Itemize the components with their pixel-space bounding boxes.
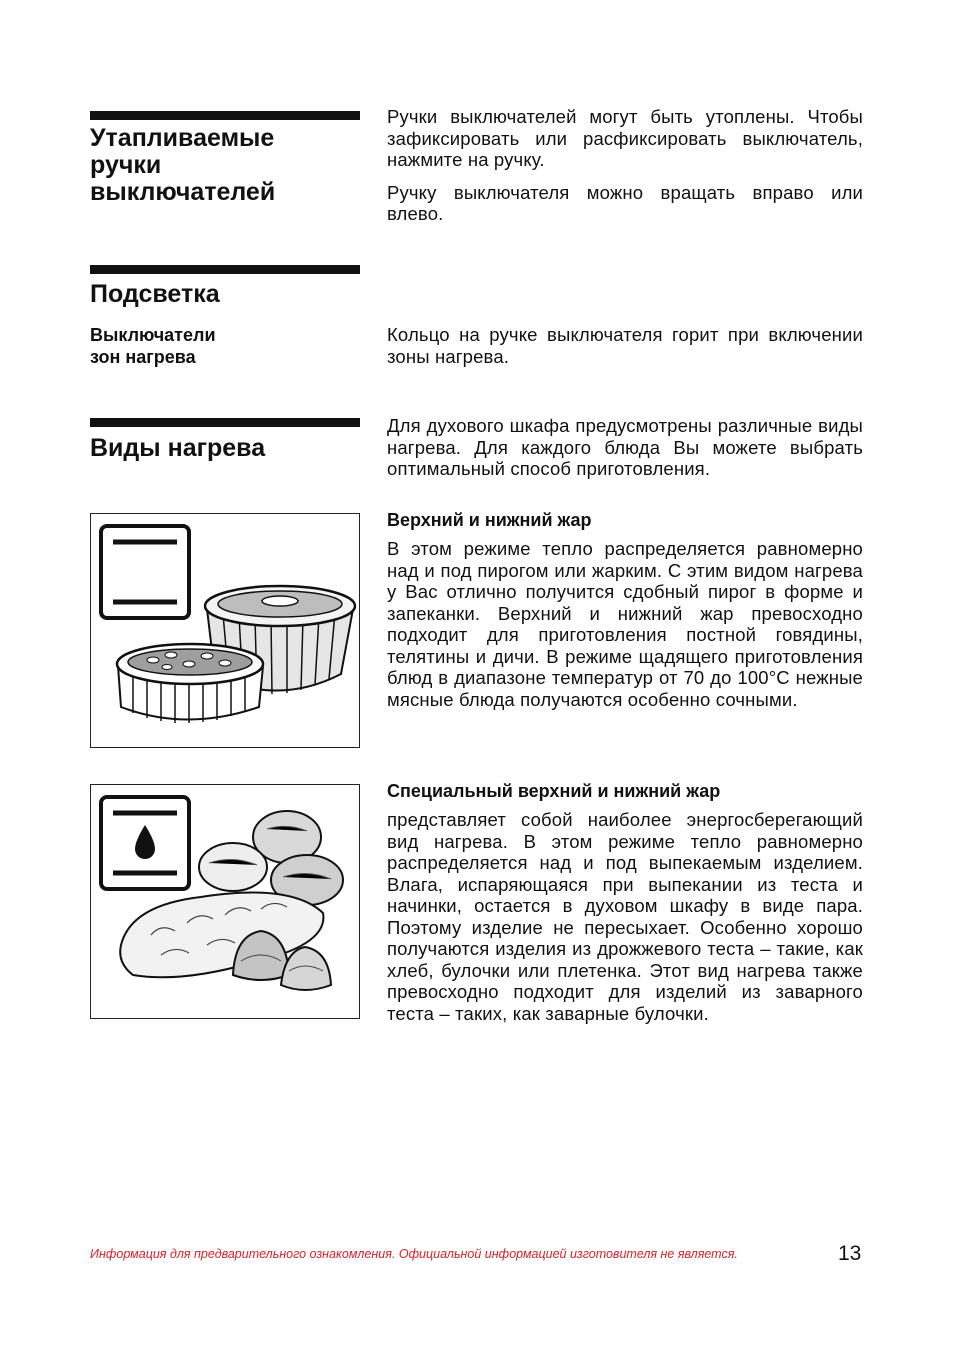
- paragraph: представляет собой наиболее энергосберегающий вид нагрева. В этом режиме тепло равномерно распределяется над и под выпекаемым изделием. Влага, испаряющаяся при выпекании из теста и начинки, остается в духовом шкафу в виде пара. Поэтому изделие не пересыхает. Особенно хорошо получаются изделия из дрожжевого теста – такие, как хлеб, булочки или плетенка. Этот вид нагрева также превосходно подходит для изделий из заварного теста – таких, как заварные булочки.: [387, 809, 863, 1024]
- paragraph: Кольцо на ручке выключателя горит при включении зоны нагрева.: [387, 324, 863, 367]
- subheading-line: зон нагрева: [90, 347, 196, 367]
- mode-description: [387, 809, 863, 1024]
- backlight-text: [387, 324, 863, 367]
- bread-buns-illustration: [120, 811, 343, 990]
- mode-title: Специальный верхний и нижний жар: [387, 781, 721, 801]
- mode-description: [387, 538, 863, 710]
- top-bottom-heat-figure: [90, 513, 360, 748]
- heading-line: Утапливаемые: [90, 124, 275, 152]
- disclaimer-note: Информация для предварительного ознакомления. Официальной информацией изготовителя не является.: [90, 1247, 738, 1261]
- heading-backlight: Подсветка: [90, 280, 220, 308]
- paragraph: Ручки выключателей могут быть утоплены. Чтобы зафиксировать или расфиксировать выключатель, нажмите на ручку.: [387, 106, 863, 170]
- heading-recessed-knobs: [90, 125, 275, 206]
- paragraph: В этом режиме тепло распределяется равномерно над и под пирогом или жарким. С этим видом нагрева у Вас отлично получится сдобный пирог в форме и запеканки. Верхний и нижний жар превосходно подходит для приготовления постной говядины, телятины и дичи. В режиме щадящего приготовления блюд в диапазоне температур от 70 до 100°С нежные мясные блюда получаются особенно сочными.: [387, 538, 863, 710]
- mode-title: Верхний и нижний жар: [387, 510, 592, 530]
- heating-intro: [387, 415, 863, 480]
- section-rule: [90, 111, 360, 120]
- subheading-line: Выключатели: [90, 325, 216, 345]
- special-heat-drop-icon: [101, 797, 189, 889]
- heading-heating-modes: Виды нагрева: [90, 434, 266, 462]
- top-bottom-heat-icon: [101, 526, 189, 618]
- paragraph: Ручку выключателя можно вращать вправо или влево.: [387, 181, 863, 224]
- page-number: 13: [838, 1242, 862, 1265]
- special-heat-figure: [90, 784, 360, 1019]
- paragraph: Для духового шкафа предусмотрены различные виды нагрева. Для каждого блюда Вы можете выбрать оптимальный способ приготовления.: [387, 415, 863, 479]
- heading-line: ручки: [90, 151, 162, 179]
- subheading-zone-switches: [90, 324, 216, 368]
- heading-line: выключателей: [90, 178, 276, 206]
- knobs-text: [387, 106, 863, 225]
- section-rule: [90, 265, 360, 274]
- baking-dishes-illustration: [117, 586, 355, 723]
- section-rule: [90, 418, 360, 427]
